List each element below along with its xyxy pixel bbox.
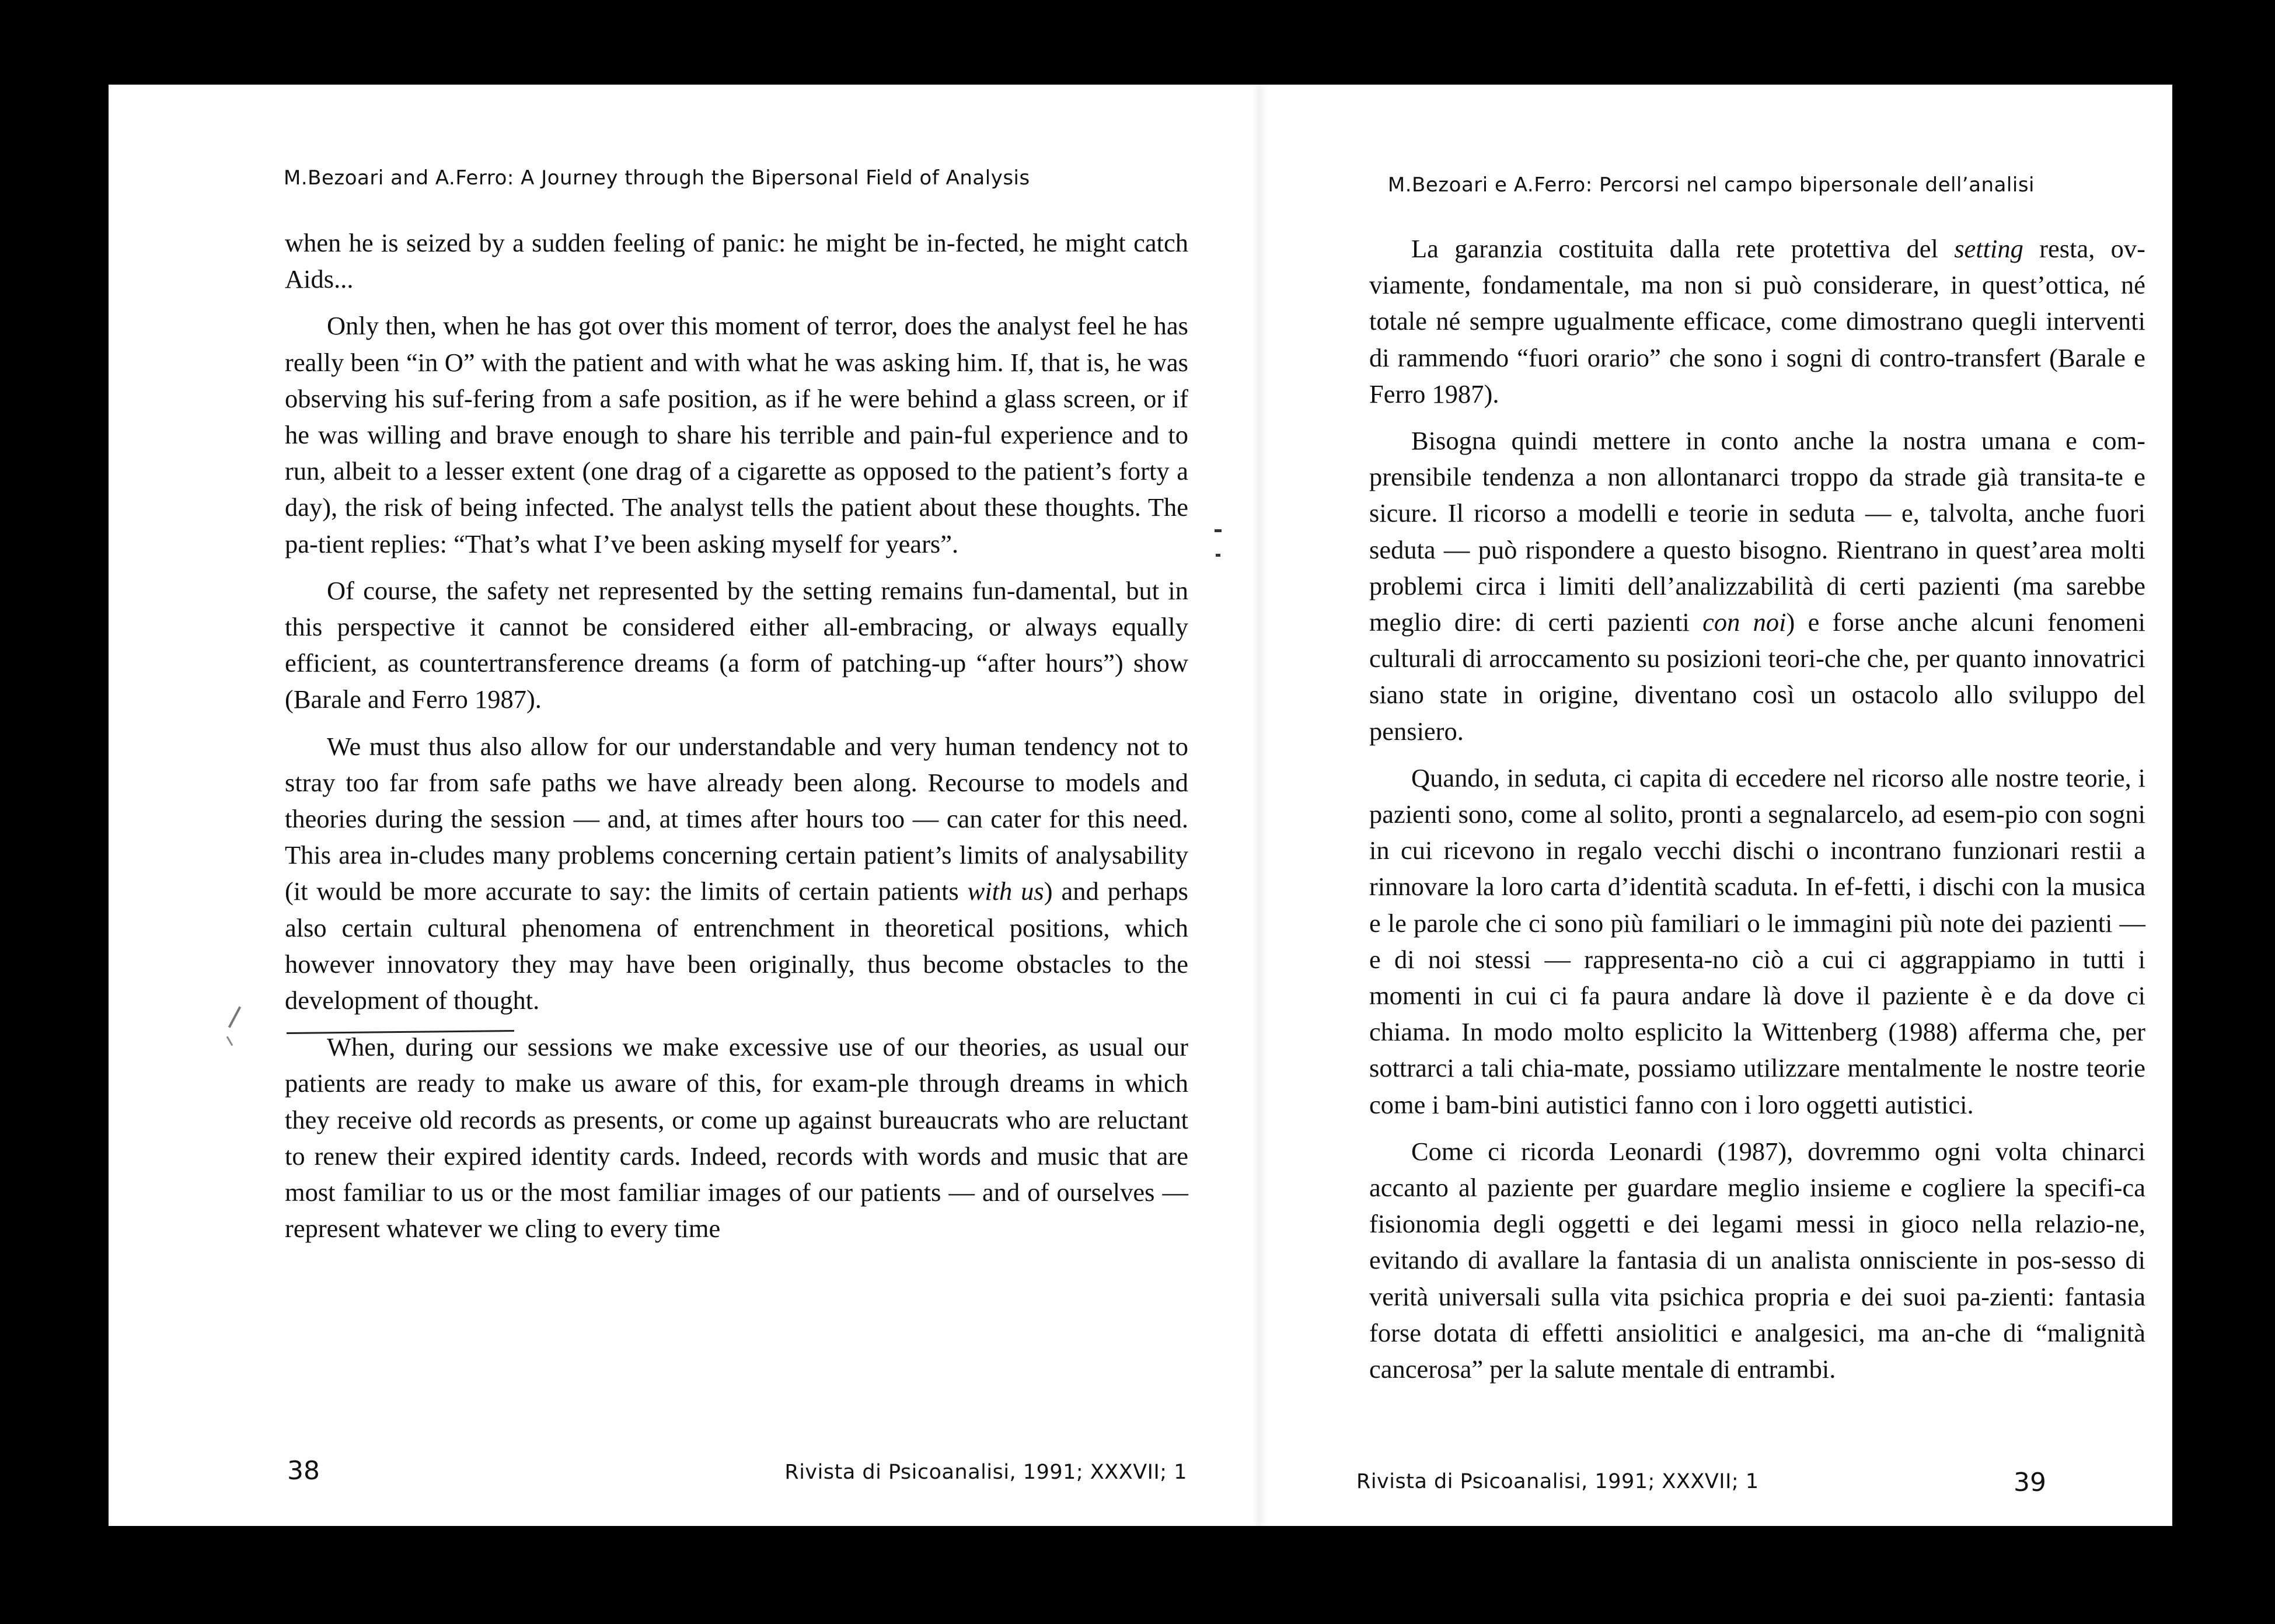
book-spread <box>109 85 2172 1526</box>
right-paragraph-2-part-b: ) e forse anche alcuni fenomeni culturali di arroccamento su posizioni teori-che che, per quanto innovatrici siano state in origine, diventano così un ostacolo allo sviluppo del pensiero. <box>1369 607 2145 746</box>
right-paragraph-1-part-a: La garanzia costituita dalla rete protettiva del <box>1411 234 1955 263</box>
margin-pencil-mark <box>228 1006 241 1028</box>
right-journal-citation: Rivista di Psicoanalisi, 1991; XXXVII; 1 <box>1356 1470 1759 1493</box>
margin-pencil-mark-2 <box>226 1036 233 1046</box>
right-paragraph-1-part-b: resta, ov-viamente, fondamentale, ma non si può considerare, in quest’ottica, né totale né sempre ugualmente efficace, come dimostrano quegli interventi di rammendo “fuori orario” che sono i sogni di contro-transfert (Barale e Ferro 1987). <box>1369 234 2145 408</box>
left-paragraph-3: Of course, the safety net represented by the setting remains fun-damental, but in this perspective it cannot be considered either all-embracing, or always equally efficient, as countertransference dreams (a form of patching-up “after hours”) show (Barale and Ferro 1987). <box>285 575 1188 714</box>
right-paragraph-2-part-a: Bisogna quindi mettere in conto anche la nostra umana e com-prensibile tendenza a non allontanarci troppo da strade già transita-te e sicure. Il ricorso a modelli e teorie in seduta — e, talvolta, anche fuori seduta — può rispondere a questo bisogno. Rientrano in quest’area molti problemi circa i limiti dell’analizzabilità di certi pazienti (ma sarebbe meglio dire: di certi pazienti <box>1369 426 2145 637</box>
left-paragraph-1: when he is seized by a sudden feeling of panic: he might be in-fected, he might catch Aids... <box>285 228 1188 294</box>
right-running-head: M.Bezoari e A.Ferro: Percorsi nel campo bipersonale dell’analisi <box>1387 173 2035 197</box>
left-paragraph-4-italic: with us <box>967 876 1044 906</box>
left-paragraph-4 <box>285 728 1188 1019</box>
right-paragraph-2 <box>1369 422 2145 749</box>
left-paragraph-4-part-a: We must thus also allow for our understandable and very human tendency not to stray too far from safe paths we have already been along. Recourse to models and theories during the session — and, at times after hours too — can cater for this need. This area in-cludes many problems concerning certain patient’s limits of analysability (it would be more accurate to say: the limits of certain patients <box>285 731 1188 906</box>
left-page <box>109 85 1264 1526</box>
right-body-text <box>1369 230 2145 1398</box>
left-body-text <box>285 225 1188 1257</box>
left-paragraph-2: Only then, when he has got over this moment of terror, does the analyst feel he has really been “in O” with the patient and with what he was asking him. If, that is, he was observing his suf-fering from a safe position, as if he were behind a glass screen, or if he was willing and brave enough to share his terrible and pain-ful experience and to run, albeit to a lesser extent (one drag of a cigarette as opposed to the patient’s forty a day), the risk of being infected. The analyst tells the patient about these thoughts. The pa-tient replies: “That’s what I’ve been asking myself for years”. <box>285 311 1188 558</box>
left-paragraph-5: When, during our sessions we make excessive use of our theories, as usual our patients are ready to make us aware of this, for exam-ple through dreams in which they receive old records as presents, or come up against bureaucrats who are reluctant to renew their expired identity cards. Indeed, records with words and music that are most familiar to us or the most familiar images of our patients — and of ourselves — represent whatever we cling to every time <box>285 1032 1188 1244</box>
right-paragraph-2-italic: con noi <box>1702 607 1786 637</box>
left-running-head: M.Bezoari and A.Ferro: A Journey through the Bipersonal Field of Analysis <box>284 166 1030 190</box>
left-journal-citation: Rivista di Psicoanalisi, 1991; XXXVII; 1 <box>784 1461 1187 1484</box>
right-page <box>1258 85 2172 1526</box>
right-paragraph-3: Quando, in seduta, ci capita di eccedere nel ricorso alle nostre teorie, i pazienti sono, come al solito, pronti a segnalarcelo, ad esem-pio con sogni in cui ricevono in regalo vecchi dischi o incontrano funzionari restii a rinnovare la loro carta d’identità scaduta. In ef-fetti, i dischi con la musica e le parole che ci sono più familiari o le immagini più note dei pazienti — e di noi stessi — rappresenta-no ciò a cui ci aggrappiamo in tutti i momenti in cui ci fa paura andare là dove il paziente è e da dove ci chiama. In modo molto esplicito la Wittenberg (1988) afferma che, per sottrarci a tali chia-mate, possiamo utilizzare mentalmente le nostre teorie come i bam-bini autistici fanno con i loro oggetti autistici. <box>1369 763 2145 1119</box>
right-paragraph-4: Come ci ricorda Leonardi (1987), dovremmo ogni volta chinarci accanto al paziente per guardare meglio insieme e cogliere la specifi-ca fisionomia degli oggetti e dei legami messi in gioco nella relazio-ne, evitando di avallare la fantasia di un analista onnisciente in pos-sesso di verità universali sulla vita psichica propria e dei suoi pa-zienti: fantasia forse dotata di effetti ansiolitici e analgesici, ma an-che di “malignità cancerosa” per la salute mentale di entrambi. <box>1369 1136 2145 1384</box>
right-page-number: 39 <box>2014 1468 2046 1497</box>
margin-dot-mark <box>1215 529 1222 532</box>
right-paragraph-1-italic: setting <box>1954 234 2023 263</box>
right-paragraph-1 <box>1369 230 2145 412</box>
left-page-number: 38 <box>287 1456 320 1486</box>
left-paragraph-4-part-b: ) and perhaps also certain cultural phenomena of entrenchment in theoretical positions, which however innovatory they may have been originally, thus become obstacles to the development of thought. <box>285 876 1188 1015</box>
margin-dot-mark-2 <box>1216 554 1220 557</box>
